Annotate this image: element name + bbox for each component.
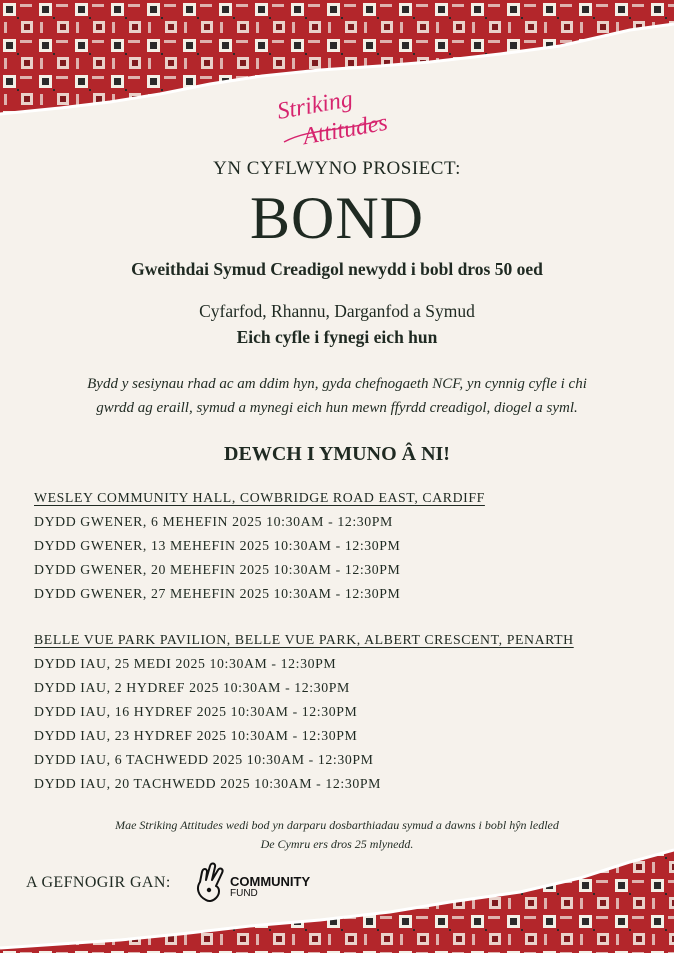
logo-word-1: Striking [275,86,355,125]
subtitle: Gweithdai Symud Creadigol newydd i bobl dros 50 oed [131,259,543,279]
session-date: DYDD GWENER, 13 MEHEFIN 2025 10:30AM - 12:30PM [34,538,401,553]
tagline-bold: Eich cyfle i fynegi eich hun [236,327,438,347]
session-date: DYDD IAU, 6 TACHWEDD 2025 10:30AM - 12:30PM [34,752,374,767]
description-line: Bydd y sesiynau rhad ac am ddim hyn, gyda chefnogaeth NCF, yn cynnig cyfle i chi [87,376,587,392]
supported-by-label: A GEFNOGIR GAN: [26,874,171,891]
session-date: DYDD GWENER, 27 MEHEFIN 2025 10:30AM - 12:30PM [34,586,401,601]
session-date: DYDD GWENER, 20 MEHEFIN 2025 10:30AM - 12:30PM [34,562,401,577]
description [0,372,674,420]
community-fund-logo [194,862,324,904]
venue-heading-cardiff: WESLEY COMMUNITY HALL, COWBRIDGE ROAD EAST, CARDIFF [34,490,485,505]
join-heading: DEWCH I YMUNO Â NI! [224,443,450,465]
project-title: BOND [249,185,424,251]
session-list-cardiff [34,510,400,606]
session-date: DYDD IAU, 20 TACHWEDD 2025 10:30AM - 12:30PM [34,776,381,791]
session-list-penarth [34,652,381,796]
session-date: DYDD IAU, 23 HYDREF 2025 10:30AM - 12:30PM [34,728,358,743]
textile-footer-decoration [0,840,674,953]
venue-heading-penarth: BELLE VUE PARK PAVILION, BELLE VUE PARK, ALBERT CRESCENT, PENARTH [34,632,574,647]
intro-line: YN CYFLWYNO PROSIECT: [213,158,461,179]
funder-name-line-2: FUND [230,888,258,899]
striking-attitudes-logo [270,80,400,152]
session-date: DYDD IAU, 25 MEDI 2025 10:30AM - 12:30PM [34,656,337,671]
session-date: DYDD IAU, 16 HYDREF 2025 10:30AM - 12:30PM [34,704,358,719]
funder-name-line-1: COMMUNITY [230,874,311,889]
session-date: DYDD IAU, 2 HYDREF 2025 10:30AM - 12:30PM [34,680,350,695]
footer-note-line: De Cymru ers dros 25 mlynedd. [260,837,414,851]
footer-note-line: Mae Striking Attitudes wedi bod yn darparu dosbarthiadau symud a dawns i bobl hŷn ledled [115,818,559,832]
crossed-fingers-icon [194,862,228,904]
description-line: gwrdd ag eraill, symud a mynegi eich hun mewn ffyrdd creadigol, diogel a syml. [96,400,578,416]
logo-word-2: Attitudes [301,109,390,151]
session-date: DYDD GWENER, 6 MEHEFIN 2025 10:30AM - 12:30PM [34,514,393,529]
tagline: Cyfarfod, Rhannu, Darganfod a Symud [199,301,475,321]
